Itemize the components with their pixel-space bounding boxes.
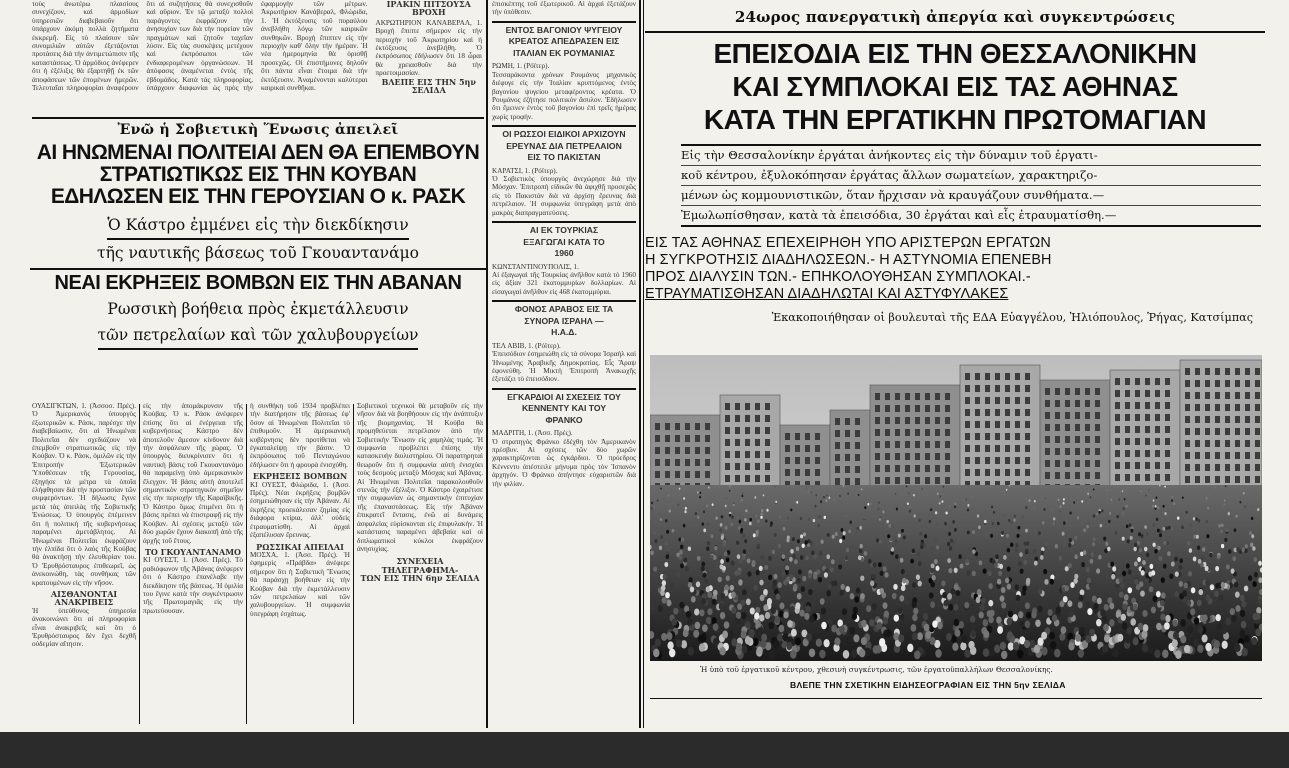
subhead: ΕΚΡΗΞΕΙΣ ΒΟΜΒΩΝ [252, 471, 348, 482]
second-head-line: ΠΡΟΣ ΔΙΑΛΥΣΙΝ ΤΩΝ.- ΕΠΗΚΟΛΟΥΘΗΣΑΝ ΣΥΜΠΛΟΚΑΙ.- [645, 269, 1031, 285]
filler-text: ΚΙ ΟΥΕΣΤ, 1. (Ἀσσ. Πρές). Τὸ ραδιόφωνον τῆς Ἀβάνας ἀνέφερεν ὅτι ὁ Κάστρο ἐπανέλαβε τὴν διεκδίκησιν τῆς βάσεως. Ἡ ὁμιλία του ἔγινε κατὰ τὴν συγκέντρωσιν τῆς Πρωτομαγιᾶς εἰς τὴν πρωτεύουσαν. [143, 556, 243, 615]
middle-item-head: ΟΙ ΡΩΣΣΟΙ ΕΙΔΙΚΟΙ ΑΡΧΙΖΟΥΝ ΕΡΕΥΝΑΣ ΔΙΑ ΠΕΤΡΕΛΑΙΟΝ ΕΙΣ ΤΟ ΠΑΚΙΣΤΑΝ [502, 129, 626, 163]
right-third-deck: Ἐκακοποιήθησαν οἱ βουλευταὶ τῆς ΕΔΑ Εὐαγγέλου, Ἠλιόπουλος, Ῥήγας, Κατσίμπας [771, 311, 1253, 324]
filler-text: ΚΙ ΟΥΕΣΤ, Φλώριδα, 1. (Ἀσσ. Πρές). Νέαι ἐκρήξεις βομβῶν ἐσημειώθησαν εἰς τὴν Ἀβάναν. Αἱ ἐκρήξεις προεκάλεσαν ζημίας εἰς διάφορα κτίρια, ἀλλ' οὐδεὶς ἐτραυματίσθη. Αἱ ἀρχαὶ ἐξαπέλυσαν ἔρευνας. [250, 480, 350, 540]
right-headline-line: ΚΑΤΑ ΤΗΝ ΕΡΓΑΤΙΚΗΝ ΠΡΩΤΟΜΑΓΙΑΝ [703, 104, 1207, 135]
left-deck-2 [30, 296, 486, 350]
deck-line: Ρωσσικὴ βοήθεια πρὸς ἐκμετάλλευσιν [107, 300, 409, 319]
left-headline-line: ΑΙ ΗΝΩΜΕΝΑΙ ΠΟΛΙΤΕΙΑΙ ΔΕΝ ΘΑ ΕΠΕΜΒΟΥΝ [36, 141, 480, 164]
filler-text: Σοβιετικοὶ τεχνικοὶ θὰ μεταβοῦν εἰς τὴν νῆσον διὰ νὰ βοηθήσουν εἰς τὴν ἀνάπτυξιν τῆς βιομηχανίας. Ἡ Κούβα θὰ προμηθεύεται πετρέλαιον ἀπὸ τὴν Σοβιετικὴν Ἕνωσιν εἰς χαμηλὰς τιμάς. Ἡ συμφωνία προβλέπει ἐπίσης τὴν κατασκευὴν διυλιστηρίου. Οἱ παρατηρηταὶ θεωροῦν ὅτι ἡ συμφωνία αὐτὴ ἐνισχύει τοὺς δεσμοὺς μεταξὺ Μόσχας καὶ Ἀβάνας. Αἱ Ἡνωμέναι Πολιτεῖαι παρακολουθοῦν στενῶς τὴν ἐξέλιξιν. Ὁ Κάστρο ἐχαιρέτισε τὴν συμφωνίαν ὡς σημαντικὴν ἐπιτυχίαν τῆς ἐπαναστάσεως. Εἰς τὴν Ἀβάναν ἐπικρατεῖ ἔντασις, ἐνῶ αἱ δυνάμεις ἀσφαλείας εὑρίσκονται εἰς ἐπιφυλακήν. Ἡ κατάστασις παραμένει ἀβεβαία καὶ οἱ διπλωματικοὶ κύκλοι ἐκφράζουν ἀνησυχίας. [357, 402, 483, 553]
right-deck-box [681, 144, 1261, 227]
viewer-bottom-bar [0, 732, 1289, 768]
middle-column [492, 0, 636, 728]
middle-item-1 [492, 21, 636, 121]
middle-item-dateline: ΡΩΜΗ, 1. (Ρόϊτερ). [492, 62, 550, 71]
top-left-text-block [32, 0, 482, 115]
left-article [30, 118, 486, 408]
filler-text: Ὁ Σοβιετικὸς ὑπουργὸς ἀνεχώρησε διὰ τὴν Μόσχαν. Ἐπιτροπὴ εἰδικῶν θὰ ἀφιχθῇ προσεχῶς εἰς τὸ Πακιστὰν διὰ νὰ ἀρχίσῃ ἔρευνας διὰ πετρέλαιον. Ἡ συμφωνία ὑπεγράφη μετὰ ἀπὸ μακρὰς διαπραγματεύσεις. [492, 175, 636, 217]
divider [30, 268, 486, 270]
filler-text: εἰς τὴν ἀπομάκρυνσιν τῆς Κούβας. Ὁ κ. Ράσκ ἀνέφερεν ἐπίσης ὅτι αἱ ἐνέργειαι τῆς κυβερνήσεως Κάστρο δὲν ἀποτελοῦν ἄμεσον κίνδυνον διὰ τὴν ἀσφάλειαν τῆς χώρας. Ὁ ὑπουργὸς διευκρίνισεν ὅτι ἡ ναυτικὴ βάσις τοῦ Γκουαντανάμο θὰ παραμείνῃ ὑπὸ ἀμερικανικὸν ἔλεγχον. Ἡ βάσις αὐτὴ ἀποτελεῖ σημαντικὸν στρατηγικὸν σημεῖον εἰς τὴν περιοχὴν τῆς Καραϊβικῆς. Ὁ Κάστρο ὅμως ἐπιμένει ὅτι ἡ βάσις πρέπει νὰ ἐπιστραφῇ εἰς τὴν Κούβαν. Αἱ σχέσεις μεταξὺ τῶν δύο χωρῶν ἔχουν διακοπῆ ἀπὸ τῆς ἀρχῆς τοῦ ἔτους. [143, 402, 243, 545]
divider [639, 0, 641, 728]
middle-item-dateline: ΚΩΝΣΤΑΝΤΙΝΟΥΠΟΛΙΣ, 1. [492, 262, 579, 271]
subhead: ΤΟ ΓΚΟΥΑΝΤΑΝΑΜΟ [144, 546, 242, 557]
middle-item-head: ΑΙ ΕΚ ΤΟΥΡΚΙΑΣ ΕΞΑΓΩΓΑΙ ΚΑΤΑ ΤΟ 1960 [523, 225, 605, 259]
middle-item-5 [492, 388, 636, 488]
photo-caption: Ἡ ὑπὸ τοῦ ἐργατικοῦ κέντρου, χθεσινὴ συγκέντρωσις, τῶν ἐργατοϋπαλλήλων Θεσσαλονίκης. [700, 665, 1053, 674]
deck-line: Εἰς τὴν Θεσσαλονίκην ἐργάται ἀνήκοντες εἰς τὴν δύναμιν τοῦ ἐργατι- [681, 146, 1261, 166]
right-headline-line: ΕΠΕΙΣΟΔΙΑ ΕΙΣ ΤΗΝ ΘΕΣΣΑΛΟΝΙΚΗΝ [713, 38, 1197, 69]
left-headline-line: ΕΔΗΛΩΣΕΝ ΕΙΣ ΤΗΝ ΓΕΡΟΥΣΙΑΝ Ο κ. ΡΑΣΚ [50, 185, 466, 209]
left-headline-line: ΣΤΡΑΤΙΩΤΙΚΩΣ ΕΙΣ ΤΗΝ ΚΟΥΒΑΝ [99, 163, 417, 187]
left-body-col-2 [143, 402, 243, 727]
crowd-photo-image [650, 355, 1262, 661]
subhead: ΡΩΣΣΙΚΑΙ ΑΠΕΙΛΑΙ [256, 541, 344, 552]
middle-item-dateline: ΤΕΛ ΑΒΙΒ, 1. (Ρόϊτερ). [492, 341, 561, 350]
right-headline-line: ΚΑΙ ΣΥΜΠΛΟΚΑΙ ΕΙΣ ΤΑΣ ΑΘΗΝΑΣ [732, 71, 1178, 102]
middle-item-head: ΕΝΤΟΣ ΒΑΓΟΝΙΟΥ ΨΥΓΕΙΟΥ ΚΡΕΑΤΟΣ ΑΠΕΔΡΑΣΕΝ ΕΙΣ ΙΤΑΛΙΑΝ ΕΚ ΡΟΥΜΑΝΙΑΣ [505, 24, 623, 58]
filler-text: τοὺς ἀνωτέρω πλαισίους συνεχίζουν, καὶ ἀρμοδίων ὑπηρεσιῶν διαβεβαιοῦν ὅτι ὑπάρχουν ἀκόμη πολλὰ ζητήματα ἐκκρεμῆ. Εἰς τὸ πλαίσιον τῶν συνομιλιῶν αὐτῶν ἐξετάζονται προτάσεις διὰ τὴν ἀντιμετώπισιν τῆς καταστάσεως. Ὁ ἀρμόδιος ἀνέφερεν ὅτι ἡ ἐξέλιξις θὰ ἐξαρτηθῇ ἐκ τῶν ἀποφάσεων τῶν ἐπομένων ἡμερῶν. Τελευταῖαι πληροφορίαι ἀναφέρουν ὅτι αἱ συζητήσεις θὰ συνεχισθοῦν καὶ αὔριον. Ἐν τῷ μεταξὺ πολλοὶ παράγοντες ἐκφράζουν τὴν ἀνησυχίαν των διὰ τὴν πορείαν τῶν πραγμάτων καὶ ζητοῦν ταχεῖαν λύσιν. Εἰς τὰς συσκέψεις μετέχουν καὶ ἐκπρόσωποι τῶν ἐνδιαφερομένων ὀργανώσεων. Ἡ ἀπόφασις ἀναμένεται ἐντὸς τῆς ἑβδομάδος. Κατὰ τὰς πληροφορίας, ὑπάρχουν διαφωνίαι ὡς πρὸς τὴν ἐφαρμογὴν τῶν μέτρων. Ἀκρωτήριον Κανάβεραλ, Φλώριδα, 1. Ἡ ἐκτόξευσις τοῦ πυραύλου ἀνεβλήθη λόγῳ τῶν καιρικῶν συνθηκῶν. Βροχὴ ἔπιπτεν εἰς τὴν περιοχὴν καθ' ὅλην τὴν ἡμέραν. Ἡ νέα ἡμερομηνία θὰ ὁρισθῇ προσεχῶς. Οἱ ἐπιστήμονες δηλοῦν ὅτι πάντα εἶναι ἕτοιμα διὰ τὴν ἐκτόξευσιν. Ἀναμένονται καλύτεραι καιρικαὶ συνθῆκαι. [32, 0, 368, 93]
middle-item-3 [492, 221, 636, 296]
filler-text: ἐπισκέπτης τοῦ ἐξωτερικοῦ. Αἱ ἀρχαὶ ἐξετάζουν τὴν ὑπόθεσιν. [492, 0, 636, 17]
left-body-col-4 [357, 402, 483, 727]
filler-text: Τεσσαράκοντα χρόνων Ρουμάνος μηχανικὸς διέφυγε εἰς τὴν Ἰταλίαν κρυπτόμενος ἐντὸς βαγονίου ψυγείου μεταφέροντος κρέατα. Ὁ Ρουμάνος ἐζήτησε πολιτικὸν ἄσυλον. Ἐδήλωσεν ὅτι ἔμεινεν ἐντὸς τοῦ βαγονίου ἐπὶ τρεῖς ἡμέρας χωρὶς τροφήν. [492, 70, 636, 121]
deck-line: Ἐμωλωπίσθησαν, κατὰ τὰ ἐπεισόδια, 30 ἐργάται καὶ εἷς ἐτραυματίσθη.— [681, 206, 1261, 227]
middle-item-head: ΕΓΚΑΡΔΙΟΙ ΑΙ ΣΧΕΣΕΙΣ ΤΟΥ ΚΕΝΝΕΝΤΥ ΚΑΙ ΤΟΥ ΦΡΑΝΚΟ [507, 391, 621, 425]
left-kicker: Ἐνῶ ἡ Σοβιετικὴ Ἕνωσις ἀπειλεῖ [117, 122, 399, 138]
byline-top: ΙΡΑΚΙΝ ΠΙΤΣΟΥΣΑ ΒΡΟΧΗ [386, 0, 471, 18]
divider [650, 698, 1262, 699]
filler-text: Ἐπεισόδιον ἐσημειώθη εἰς τὰ σύνορα Ἰσραὴλ καὶ Ἡνωμένης Ἀραβικῆς Δημοκρατίας. Εἷς Ἄραψ ἐφονεύθη. Ἡ Μικτὴ Ἐπιτροπὴ Ἀνακωχῆς ἐξετάζει τὸ ἐπεισόδιον. [492, 350, 636, 384]
filler-text: ΜΟΣΧΑ, 1. (Ἀσσ. Πρές). Ἡ ἐφημερὶς «Πράβδα» ἀνέφερε σήμερον ὅτι ἡ Σοβιετικὴ Ἕνωσις θὰ παράσχῃ βοήθειαν εἰς τὴν Κούβαν διὰ τὴν ἐκμετάλλευσιν τῶν πετρελαίων καὶ τῶν χαλυβουργείων. Ἡ συμφωνία ὑπεγράφη ἐσχάτως. [250, 550, 350, 618]
middle-item-2 [492, 125, 636, 217]
left-body-col-3 [250, 402, 350, 727]
filler-text: Ἡ ὑπεύθυνος ὑπηρεσία ἀνακοινώνει ὅτι αἱ πληροφορίαι εἶναι ἀνακριβεῖς καὶ ὅτι ὁ Ἐρυθρόσταυρος δὲν ἔχει δεχθῆ οὐδεμίαν αἴτησιν. [32, 606, 136, 649]
deck-line: τῆς ναυτικῆς βάσεως τοῦ Γκουαντανάμο [97, 244, 419, 263]
see-page-note: ΒΛΕΠΕ ΕΙΣ ΤΗΝ 5ην ΣΕΛΙΔΑ [381, 76, 476, 96]
second-head-line: ΕΙΣ ΤΑΣ ΑΘΗΝΑΣ ΕΠΕΧΕΙΡΗΘΗ ΥΠΟ ΑΡΙΣΤΕΡΩΝ ΕΡΓΑΤΩΝ [645, 235, 1051, 251]
subhead: ΑΙΣΘΑΝΟΝΤΑΙ ΑΝΑΚΡΙΒΕΙΣ [50, 588, 118, 608]
divider [353, 404, 354, 724]
filler-text: Ὁ στρατηγὸς Φράνκο ἐδέχθη τὸν Ἀμερικανὸν πρέσβυν. Αἱ σχέσεις τῶν δύο χωρῶν χαρακτηρίζονται ὡς ἐγκάρδιοι. Ὁ πρόεδρος Κέννεντυ ἀπέστειλε μήνυμα πρὸς τὸν Ἱσπανὸν ἀρχηγόν. Ὁ Φράνκο ἀπήντησε εὐχαριστῶν διὰ τὴν φιλίαν. [492, 437, 636, 488]
deck-line: τῶν πετρελαίων καὶ τῶν χαλυβουργείων [98, 322, 419, 350]
continued-note: ΣΥΝΕΧΕΙΑ ΤΗΛΕΓΡΑΦΗΜΑ- ΤΩΝ ΕΙΣ ΤΗΝ 6ην ΣΕΛΙΔΑ [360, 556, 480, 584]
second-head-line: ΕΤΡΑΥΜΑΤΙΣΘΗΣΑΝ ΔΙΑΔΗΛΩΤΑΙ ΚΑΙ ΑΣΤΥΦΥΛΑΚΕΣ [645, 286, 1009, 302]
deck-line: μένων ὡς κομμουνιστικῶν, ὅταν ἤρχισαν νὰ κραυγάζουν συνθήματα.— [681, 186, 1261, 206]
second-head-line: Η ΣΥΓΚΡΟΤΗΣΙΣ ΔΙΑΔΗΛΩΣΕΩΝ.- Η ΑΣΤΥΝΟΜΙΑ ΕΠΕΝΕΒΗ [645, 252, 1052, 268]
deck-line: κοῦ κέντρου, ἐξυλοκόπησαν ἐργάτας ἄλλων σωματείων, χαρακτηριζο- [681, 166, 1261, 186]
left-deck-1 [30, 212, 486, 266]
divider [139, 404, 140, 724]
divider [643, 0, 644, 728]
right-kicker: 24ωρος πανεργατικὴ ἀπεργία καὶ συγκεντρώσεις [734, 8, 1176, 26]
divider [645, 31, 1265, 33]
right-headline [645, 37, 1265, 136]
divider [486, 0, 488, 728]
see-also-note: ΒΛΕΠΕ ΤΗΝ ΣΧΕΤΙΚΗΝ ΕΙΔΗΣΕΟΓΡΑΦΙΑΝ ΕΙΣ ΤΗΝ 5ην ΣΕΛΙΔΑ [790, 680, 1066, 690]
filler-text: Αἱ ἐξαγωγαὶ τῆς Τουρκίας ἀνῆλθον κατὰ τὸ 1960 εἰς ἀξίαν 321 ἑκατομμυρίων δολλαρίων. Αἱ εἰσαγωγαὶ ἀνῆλθον εἰς 468 ἑκατομμύρια. [492, 271, 636, 296]
deck-line: Ὁ Κάστρο ἐμμένει εἰς τὴν διεκδίκησιν [107, 212, 408, 240]
middle-item-dateline: ΜΑΔΡΙΤΗ, 1. (Ἀσσ. Πρές). [492, 429, 573, 438]
filler-text: ΑΚΡΩΤΗΡΙΟΝ ΚΑΝΑΒΕΡΑΛ, 1. Βροχὴ ἔπιπτε σήμερον εἰς τὴν περιοχὴν τοῦ Ἀκρωτηρίου καὶ ἡ ἐκτόξευσις ἀνεβλήθη. Ὁ ἐκπρόσωπος ἐδήλωσεν ὅτι 18 ὧραι θὰ χρειασθοῦν διὰ τὴν προετοιμασίαν. [375, 18, 482, 78]
filler-text: ἡ συνθήκη τοῦ 1934 προβλέπει τὴν διατήρησιν τῆς βάσεως ἐφ' ὅσον αἱ Ἡνωμέναι Πολιτεῖαι τὸ ἐπιθυμοῦν. Ἡ ἀμερικανικὴ κυβέρνησις δὲν προτίθεται νὰ ἐγκαταλείψῃ τὴν βάσιν. Ὁ ἐκπρόσωπος τοῦ Πενταγώνου ἐδήλωσεν ὅτι ἡ φρουρὰ ἐνισχύθη. [250, 402, 350, 469]
middle-item-dateline: ΚΑΡΑΤΣΙ, 1. (Ρόϊτερ). [492, 166, 558, 175]
left-body-col-1 [32, 402, 136, 727]
middle-item-4 [492, 300, 636, 384]
divider [246, 404, 247, 724]
crowd-photo [650, 355, 1262, 661]
middle-item-head: ΦΟΝΟΣ ΑΡΑΒΟΣ ΕΙΣ ΤΑ ΣΥΝΟΡΑ ΙΣΡΑΗΛ — Η.Α.Δ. [514, 304, 614, 338]
left-headline-2: ΝΕΑΙ ΕΚΡΗΞΕΙΣ ΒΟΜΒΩΝ ΕΙΣ ΤΗΝ ΑΒΑΝΑΝ [54, 272, 462, 295]
left-headline [30, 142, 486, 208]
filler-text: ΟΥΑΣΙΓΚΤΩΝ, 1. (Ἀσσοσ. Πρές). Ὁ Ἀμερικανὸς ὑπουργὸς ἐξωτερικῶν κ. Ράσκ, παρέσχε τὴν διαβεβαίωσιν, ὅτι αἱ Ἡνωμέναι Πολιτεῖαι δὲν σχεδιάζουν νὰ ἐπεμβοῦν στρατιωτικῶς εἰς τὴν Κούβαν. Ὁ κ. Ράσκ, ὁμιλῶν εἰς τὴν Ἐπιτροπὴν Ἐξωτερικῶν Ὑποθέσεων τῆς Γερουσίας, ἐξηγήσε τὰ μέτρα τὰ ὁποῖα ἐλήφθησαν διὰ τὴν προστασίαν τῶν συμφερόντων. Ἡ δήλωσις ἔγινε μετὰ τὰς ἀπειλὰς τῆς Σοβιετικῆς Ἑνώσεως. Ὁ ὑπουργὸς ἐπέμεινεν ὅτι ἡ πολιτικὴ τῆς κυβερνήσεως παραμένει ἀμετάβλητος. Αἱ Ἡνωμέναι Πολιτεῖαι ἐκφράζουν τὴν ἐλπίδα ὅτι ὁ λαὸς τῆς Κούβας θὰ ἀνακτήσῃ τὴν ἐλευθερίαν του. Ὁ Ἐρυθρόσταυρος ἐπιθεωρεῖ, ὡς ἀνεκοινώθη, τὰς συνθήκας τῶν κρατουμένων εἰς τὴν νῆσον. [32, 402, 136, 587]
right-second-head [645, 235, 1265, 303]
